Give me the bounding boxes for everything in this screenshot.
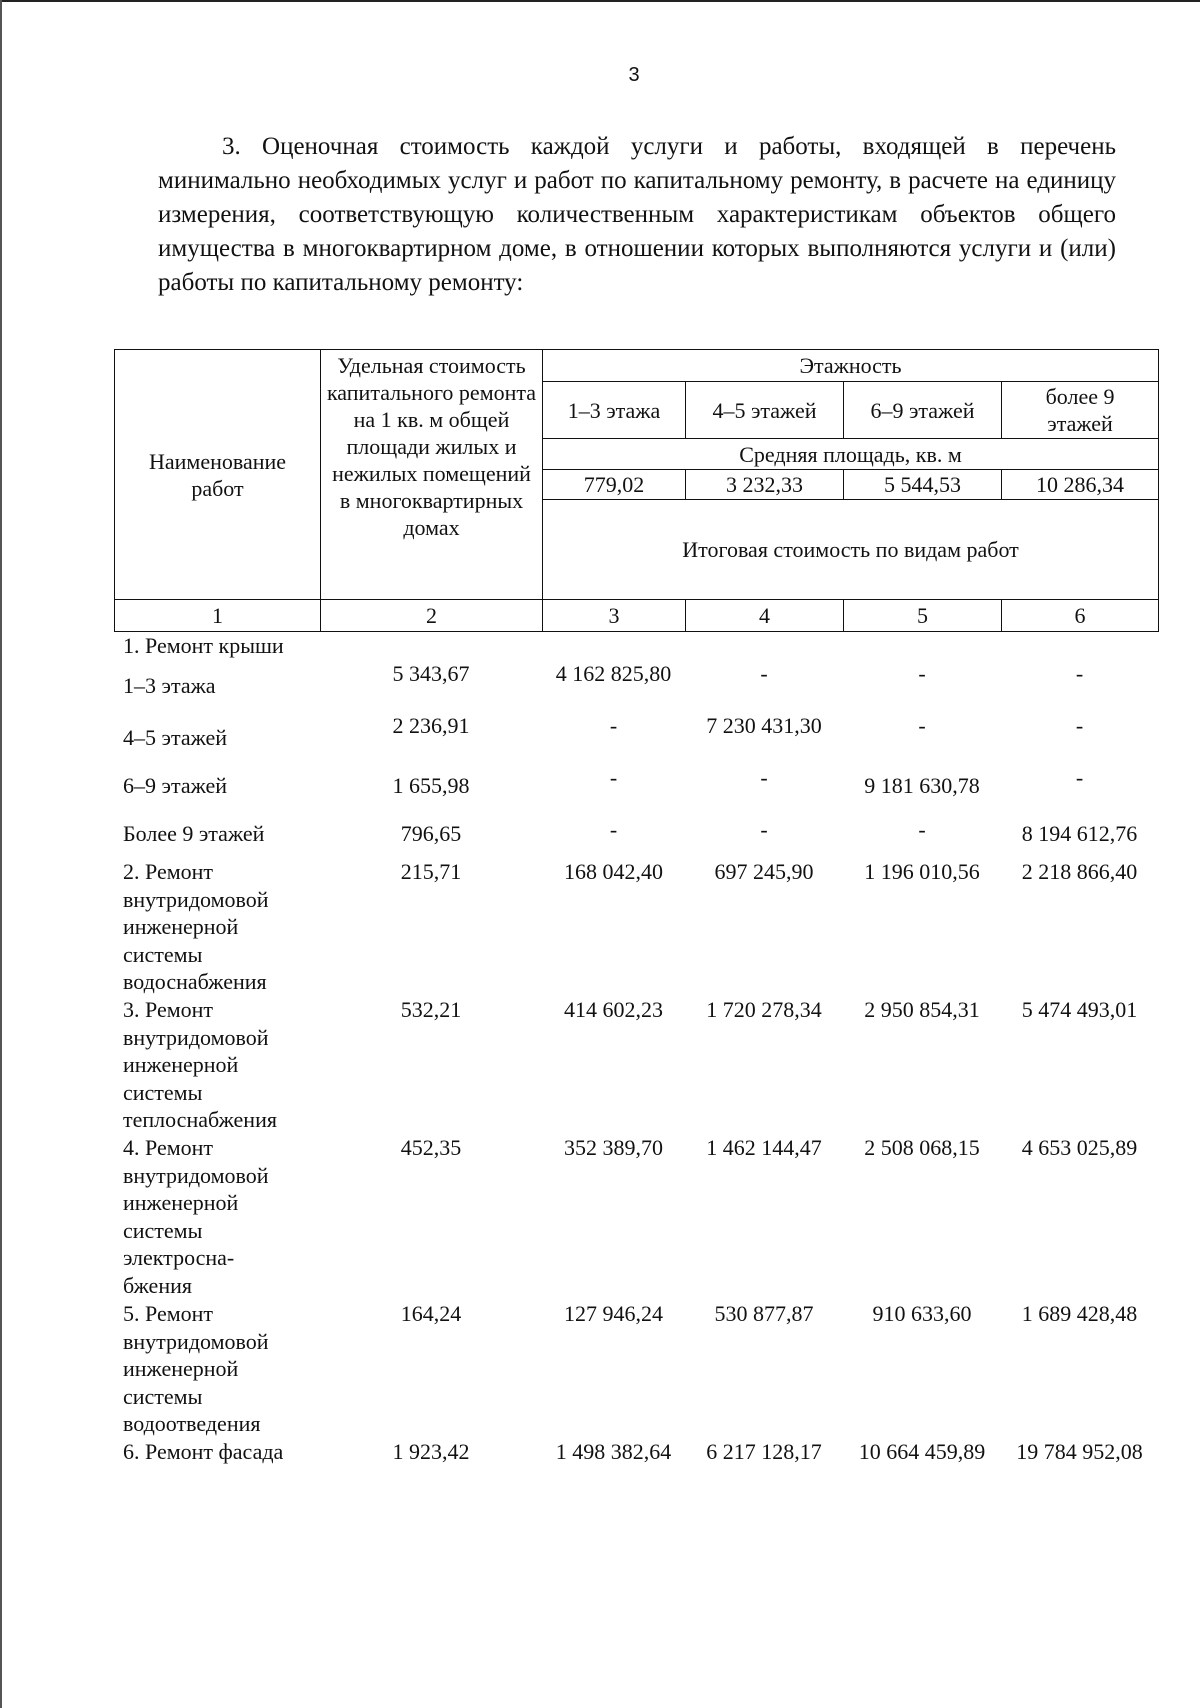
row-name: 5. Ремонт внутридомовой инженерной системы водоотведения	[123, 1301, 269, 1436]
row-name: 6. Ремонт фасада	[123, 1439, 284, 1464]
row-cost-6-9: 9 181 630,78	[864, 773, 980, 798]
row-unit-cost: 2 236,91	[392, 713, 470, 738]
header-storey-group: 6–9 этажей	[844, 382, 1002, 439]
page-number: 3	[628, 64, 640, 86]
row-name: 4. Ремонт внутридомовой инженерной системы электросна-бжения	[123, 1135, 269, 1298]
row-cost-6-9: 2 508 068,15	[864, 1135, 980, 1160]
header-avg-area: 3 232,33	[686, 470, 844, 500]
header-storey-group: 1–3 этажа	[543, 382, 686, 439]
row-cost-9plus: -	[1075, 765, 1084, 790]
table-row	[114, 632, 1158, 660]
row-unit-cost: 452,35	[400, 1135, 462, 1160]
column-number: 2	[321, 600, 543, 632]
row-cost-6-9: -	[918, 713, 926, 738]
table-row	[114, 816, 1158, 858]
row-cost-4-5: 7 230 431,30	[706, 713, 822, 738]
row-cost-9plus: -	[1075, 713, 1084, 738]
row-cost-6-9: 10 664 459,89	[858, 1439, 986, 1464]
header-avg-area: 779,02	[543, 470, 686, 500]
row-unit-cost: 796,65	[400, 821, 462, 846]
row-cost-9plus: 4 653 025,89	[1021, 1135, 1138, 1160]
table-row	[114, 764, 1158, 816]
row-cost-1-3: 4 162 825,80	[555, 661, 672, 686]
header-name: Наименование работ	[115, 350, 321, 600]
row-cost-9plus: -	[1075, 661, 1084, 686]
table-row	[114, 996, 1158, 1134]
row-cost-4-5: 1 720 278,34	[706, 997, 822, 1022]
row-name: 4–5 этажей	[123, 725, 228, 750]
intro-text: 3. Оценочная стоимость каждой услуги и работы, входящей в перечень минимально необходимых услуг и работ по капитальному ремонту, в расчете на единицу измерения, соответствующую количественным характеристикам объектов общего имущества в многоквартирном доме, в отношении которых выполняются услуги и (или) работы по капитальному ремонту:	[158, 133, 1116, 296]
table-row	[114, 1300, 1158, 1438]
row-unit-cost: 5 343,67	[392, 661, 470, 686]
row-cost-1-3: 1 498 382,64	[555, 1439, 672, 1464]
header-avg-area: 5 544,53	[844, 470, 1002, 500]
row-cost-6-9: -	[918, 817, 926, 842]
header-total-label: Итоговая стоимость по видам работ	[543, 500, 1159, 600]
header-storey-group: 4–5 этажей	[686, 382, 844, 439]
column-number: 3	[543, 600, 686, 632]
row-name: 6–9 этажей	[123, 773, 228, 798]
row-cost-4-5: 6 217 128,17	[706, 1439, 822, 1464]
row-cost-4-5: 530 877,87	[714, 1301, 814, 1326]
row-name: 3. Ремонт внутридомовой инженерной системы теплоснабжения	[123, 997, 277, 1132]
row-cost-1-3: 168 042,40	[564, 859, 663, 884]
column-number: 6	[1002, 600, 1159, 632]
row-name: Более 9 этажей	[123, 821, 265, 846]
row-cost-4-5: -	[760, 661, 768, 686]
table-row	[114, 1134, 1158, 1300]
row-cost-1-3: -	[609, 817, 618, 842]
row-cost-1-3: 352 389,70	[564, 1135, 663, 1160]
cost-table-header	[114, 349, 1159, 632]
row-cost-1-3: -	[609, 713, 618, 738]
row-unit-cost: 1 655,98	[392, 773, 470, 798]
row-cost-6-9: 910 633,60	[872, 1301, 972, 1326]
row-cost-4-5: 697 245,90	[714, 859, 814, 884]
column-number: 1	[115, 600, 321, 632]
row-name: 2. Ремонт внутридомовой инженерной системы водоснабжения	[123, 859, 269, 994]
table-row	[114, 660, 1158, 712]
column-number: 5	[844, 600, 1002, 632]
header-storey-group: более 9 этажей	[1002, 382, 1159, 439]
intro-paragraph	[158, 130, 1116, 300]
row-cost-9plus: 5 474 493,01	[1021, 997, 1138, 1022]
row-cost-9plus: 19 784 952,08	[1016, 1439, 1143, 1464]
row-cost-6-9: 1 196 010,56	[864, 859, 980, 884]
row-unit-cost: 532,21	[400, 997, 462, 1022]
row-unit-cost: 1 923,42	[392, 1439, 470, 1464]
row-cost-1-3: 127 946,24	[564, 1301, 663, 1326]
header-storeys: Этажность	[543, 350, 1159, 382]
cost-table-body	[114, 632, 1158, 1468]
row-cost-9plus: 8 194 612,76	[1021, 821, 1138, 846]
row-cost-4-5: 1 462 144,47	[706, 1135, 822, 1160]
row-name: 1. Ремонт крыши	[123, 633, 284, 658]
row-cost-1-3: 414 602,23	[564, 997, 663, 1022]
column-number: 4	[686, 600, 844, 632]
scan-edge-top	[0, 0, 1200, 2]
row-cost-6-9: 2 950 854,31	[864, 997, 980, 1022]
row-cost-6-9: -	[918, 661, 926, 686]
table-row	[114, 712, 1158, 764]
header-avg-area: 10 286,34	[1002, 470, 1159, 500]
row-cost-9plus: 1 689 428,48	[1021, 1301, 1138, 1326]
row-cost-9plus: 2 218 866,40	[1021, 859, 1138, 884]
row-cost-4-5: -	[760, 817, 768, 842]
scan-edge-left	[0, 0, 2, 1708]
row-name: 1–3 этажа	[123, 673, 216, 698]
row-unit-cost: 164,24	[400, 1301, 462, 1326]
table-row	[114, 858, 1158, 996]
table-row	[114, 1438, 1158, 1468]
header-avg-area-label: Средняя площадь, кв. м	[543, 439, 1159, 470]
row-cost-1-3: -	[609, 765, 618, 790]
row-unit-cost: 215,71	[400, 859, 462, 884]
row-cost-4-5: -	[760, 765, 768, 790]
header-unit-cost: Удельная стоимость капитального ремонта на 1 кв. м общей площади жилых и нежилых помещений в многоквартирных домах	[321, 350, 543, 600]
